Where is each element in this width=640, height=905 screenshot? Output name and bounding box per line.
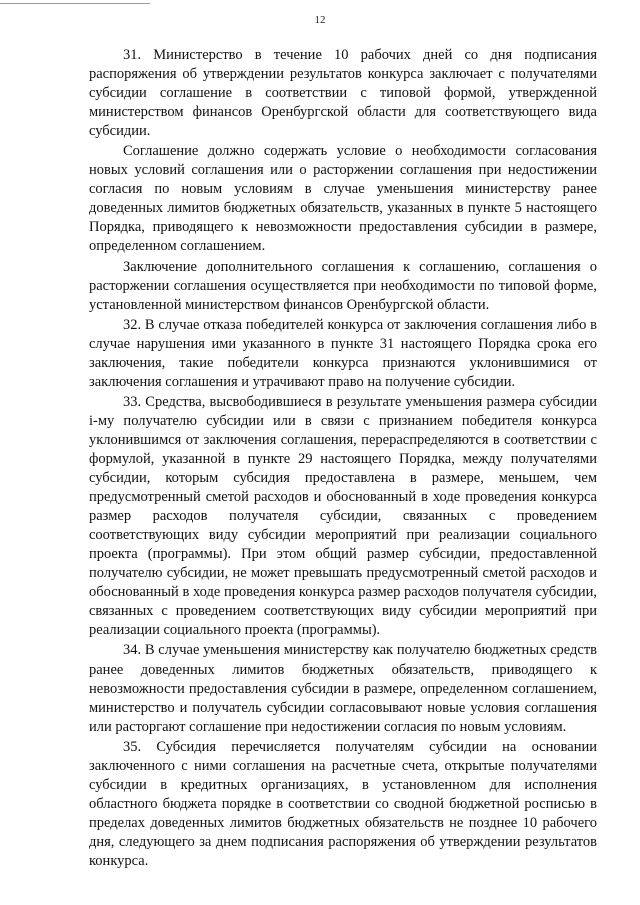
- paragraph-additional-agreement: Заключение дополнительного соглашения к соглашению, соглашения о расторжении соглашения осуществляется при необходимости по типовой форме, установленной министерством финансов Оренбургской области.: [89, 258, 597, 313]
- document-body: [89, 46, 597, 871]
- paragraph-32: 32. В случае отказа победителей конкурса от заключения соглашения либо в случае нарушения ими указанного в пункте 31 настоящего Порядка срока его заключения, такие победители конкурса признаются уклонившимися от заключения соглашения и утрачивают право на получение субсидии.: [89, 316, 597, 390]
- paragraph-34: 34. В случае уменьшения министерству как получателю бюджетных средств ранее доведенных лимитов бюджетных обязательств, приводящего к невозможности предоставления субсидии в размере, определенном соглашением, министерство и получатель субсидии согласовывают новые условия соглашения или расторгают соглашение при недостижении согласия по новым условиям.: [89, 642, 597, 735]
- paragraph-35: 35. Субсидия перечисляется получателям субсидии на основании заключенного с ними соглашения на расчетные счета, открытые получателями субсидии в кредитных организациях, в установленном для исполнения областного бюджета порядке в соответствии со сводной бюджетной росписью в пределах доведенных лимитов бюджетных обязательств не позднее 10 рабочего дня, следующего за днем подписания распоряжения об утверждении результатов конкурса.: [89, 738, 597, 869]
- paragraph-33: 33. Средства, высвободившиеся в результате уменьшения размера субсидии i-му получателю субсидии или в связи с признанием победителя конкурса уклонившимся от заключения соглашения, перераспределяются в соответствии с формулой, указанной в пункте 29 настоящего Порядка, между получателями субсидии, которым субсидия предоставлена в размере, меньшем, чем предусмотренный сметой расходов и обоснованный в ходе проведения конкурса размер расходов получателя субсидии, связанных с проведением соответствующих виду субсидии мероприятий при реализации социального проекта (программы). При этом общий размер субсидии, предоставленной получателю субсидии, не может превышать предусмотренный сметой расходов и обоснованный в ходе проведения конкурса размер расходов получателя субсидии, связанных с проведением соответствующих виду субсидии мероприятий при реализации социального проекта (программы).: [89, 393, 597, 639]
- paragraph-31: 31. Министерство в течение 10 рабочих дней со дня подписания распоряжения об утверждении результатов конкурса заключает с получателями субсидии соглашение в соответствии с типовой формой, утвержденной министерством финансов Оренбургской области для соответствующего вида субсидии.: [89, 47, 597, 140]
- paragraph-agreement-conditions: Соглашение должно содержать условие о необходимости согласования новых условий соглашения или о расторжении соглашения при недостижении согласия по новым условиям в случае уменьшения министерству ранее доведенных лимитов бюджетных обязательств, указанных в пункте 5 настоящего Порядка, приводящего к невозможности предоставления субсидии в размере, определенном соглашением.: [89, 143, 597, 255]
- page-number: 12: [314, 14, 326, 26]
- top-rule: [0, 3, 150, 4]
